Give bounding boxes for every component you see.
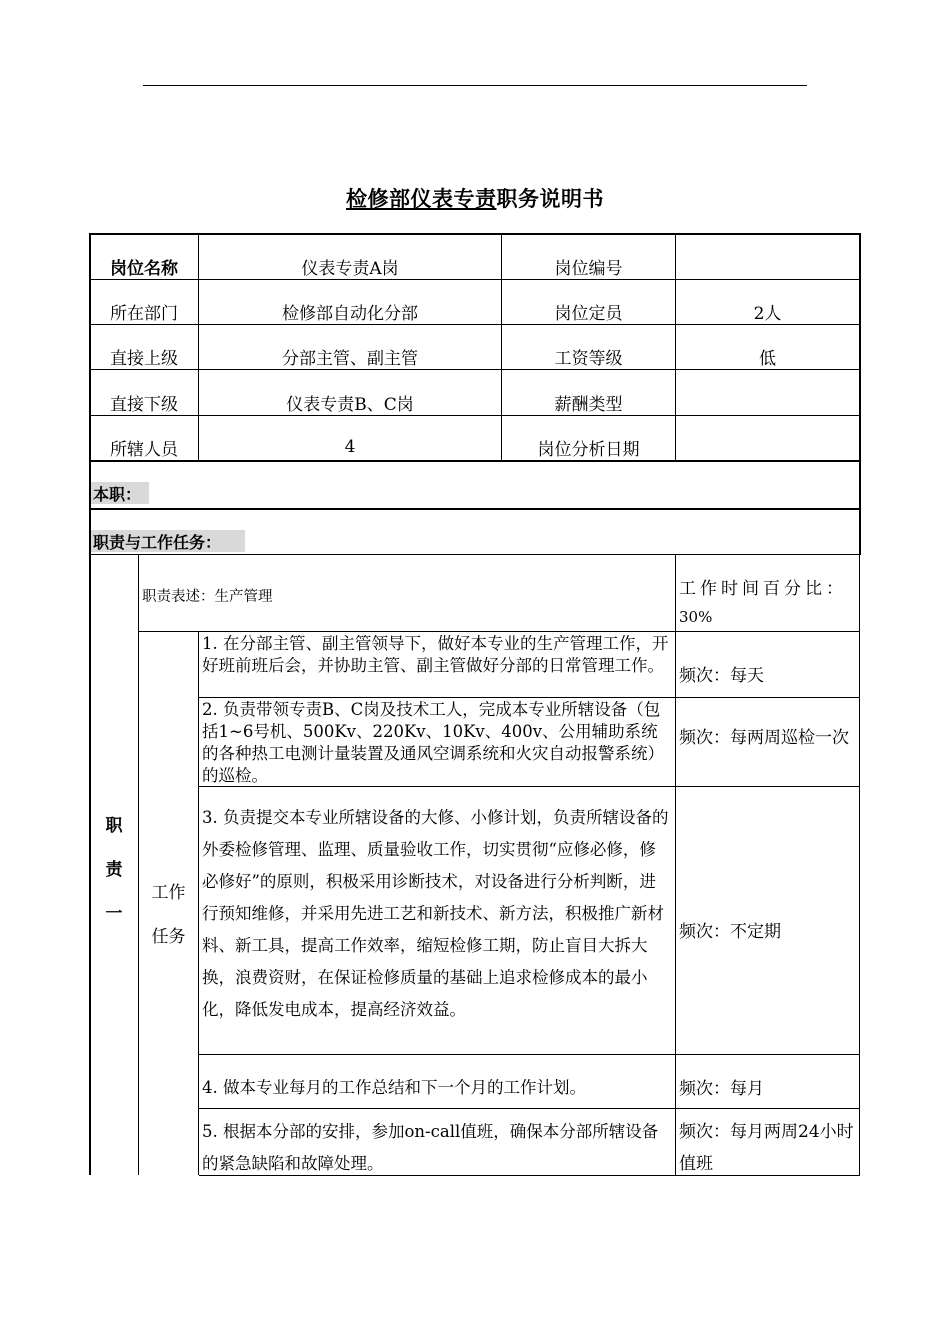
salary-grade-value: 低 <box>759 348 776 369</box>
analysis-date-label: 岗位分析日期 <box>537 439 640 460</box>
subordinate-label: 直接下级 <box>110 394 178 415</box>
quota-label: 岗位定员 <box>554 303 623 324</box>
task-2-frequency: 频次：每两周巡检一次 <box>679 728 849 748</box>
pay-type-label: 薪酬类型 <box>554 394 623 415</box>
position-no-value <box>676 250 859 282</box>
time-percent-value: 30% <box>679 608 713 626</box>
task-5-frequency: 频次：每月两周24小时值班 <box>679 1122 854 1174</box>
position-name-label: 岗位名称 <box>110 258 178 279</box>
position-name-value: 仪表专责A岗 <box>301 258 399 279</box>
title-rest: 职务说明书 <box>496 187 604 211</box>
quota-value: 2人 <box>753 303 782 324</box>
task-3-text: 3. 负责提交本专业所辖设备的大修、小修计划，负责所辖设备的外委检修管理、监理、质量验收工作，切实贯彻“应修必修，修必修好”的原则，积极采用诊断技术，对设备进行分析判断，进行预知维修，并采用先进工艺和新技术、新方法，积极推广新材料、新工具，提高工作效率，缩短检修工期，防止盲目大拆大换，浪费资财，在保证检修质量的基础上追求检修成本的最小化，降低发电成本，提高经济效益。 <box>202 808 669 1019</box>
side-char-1: 职 <box>105 816 123 836</box>
superior-value: 分部主管、副主管 <box>282 348 418 369</box>
task-label-line-2: 任务 <box>151 927 186 947</box>
dept-value: 检修部自动化分部 <box>282 303 418 324</box>
task-5-text: 5. 根据本分部的安排，参加on-call值班，确保本分部所辖设备的紧急缺陷和故障处理。 <box>202 1122 659 1173</box>
duty-one-description: 职责表述：生产管理 <box>142 588 273 605</box>
superior-label: 直接上级 <box>110 348 178 369</box>
task-1-text: 1. 在分部主管、副主管领导下，做好本专业的生产管理工作，开好班前班后会，并协助主管、副主管做好分部的日常管理工作。 <box>202 634 669 675</box>
salary-grade-label: 工资等级 <box>554 348 623 369</box>
task-4-text: 4. 做本专业每月的工作总结和下一个月的工作计划。 <box>202 1078 586 1097</box>
side-char-3: 一 <box>105 904 123 924</box>
task-label <box>139 870 198 960</box>
task-3-frequency: 频次：不定期 <box>679 921 781 942</box>
title-underlined-part: 检修部仪表专责 <box>346 187 497 211</box>
position-no-label: 岗位编号 <box>554 258 623 279</box>
staff-label: 所辖人员 <box>110 439 178 460</box>
time-percent-label: 工作时间百分比： <box>679 578 847 599</box>
staff-value: 4 <box>344 437 356 457</box>
header-rule <box>143 85 807 86</box>
pay-type-value <box>676 386 859 418</box>
side-char-2: 责 <box>105 860 123 880</box>
main-duty-label: 本职： <box>91 482 149 504</box>
document-title <box>0 183 950 213</box>
analysis-date-value <box>676 431 859 463</box>
subordinate-value: 仪表专责B、C岗 <box>286 394 414 415</box>
dept-label: 所在部门 <box>110 303 178 324</box>
responsibilities-label: 职责与工作任务： <box>91 530 245 552</box>
task-4-frequency: 频次：每月 <box>679 1078 764 1099</box>
task-label-line-1: 工作 <box>151 883 186 903</box>
task-2-text: 2. 负责带领专责B、C岗及技术工人，完成本专业所辖设备（包括1~6号机、500Kv、220Kv、10Kv、400v、公用辅助系统的各种热工电测计量装置及通风空调系统和火灾自动报警系统）的巡检。 <box>202 700 664 785</box>
duty-one-side-label <box>90 800 138 940</box>
task-1-frequency: 频次：每天 <box>679 665 764 686</box>
